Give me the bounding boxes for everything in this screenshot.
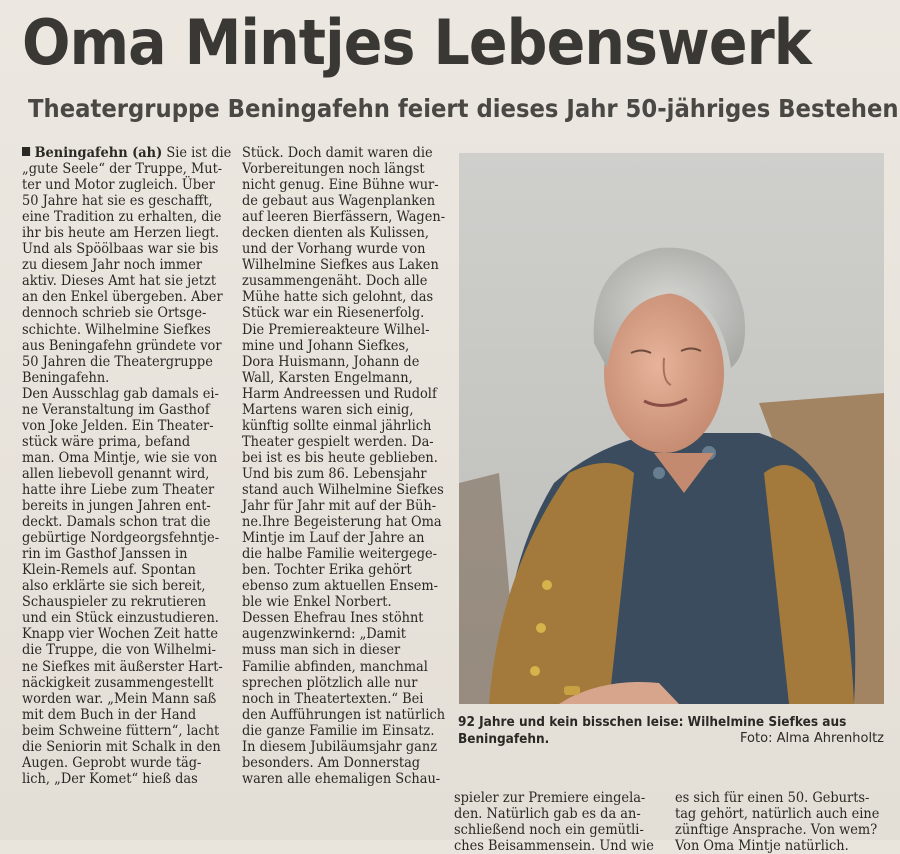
article-line: muss man sich in dieser [242, 642, 401, 659]
article-column-3 [454, 790, 666, 854]
article-line: und der Vorhang wurde von [242, 241, 426, 258]
portrait-photo-image [459, 153, 884, 704]
article-line: also erklärte sie sich bereit, [22, 578, 206, 595]
article-line: „gute Seele“ der Truppe, Mut- [22, 161, 223, 178]
article-line: Vorbereitungen noch längst [242, 161, 425, 178]
article-line: nicht genug. Eine Bühne wur- [242, 177, 439, 194]
article-line: lich, „Der Komet“ hieß das [22, 770, 198, 787]
article-line: Knapp vier Wochen Zeit hatte [22, 626, 219, 643]
article-line: mit dem Buch in der Hand [22, 706, 197, 723]
article-line: zünftige Ansprache. Von wem? [675, 822, 878, 839]
article-line: Theater gespielt werden. Da- [242, 433, 434, 450]
article-line: aus Beningafehn gründete vor [22, 337, 222, 354]
article-line: Martens waren sich einig, [242, 401, 414, 418]
article-line: ne Siefkes mit äußerster Hart- [22, 658, 223, 675]
article-line: stück wäre prima, befand [22, 433, 191, 450]
article-line: gebürtige Nordgeorgsfehntje- [22, 530, 220, 547]
article-line: Den Ausschlag gab damals ei- [22, 385, 219, 402]
photo-caption-line-1: 92 Jahre und kein bisschen leise: Wilhelmine Siefkes aus [458, 714, 847, 730]
article-line: den. Natürlich gab es da an- [454, 806, 641, 823]
article-line: auf leeren Bierfässern, Wagen- [242, 209, 446, 226]
article-line: die Truppe, die von Wilhelmi- [22, 642, 216, 659]
article-line: worden war. „Mein Mann saß [22, 690, 217, 707]
article-line: zusammengenäht. Doch alle [242, 273, 428, 290]
article-line: die Seniorin mit Schalk in den [22, 738, 221, 755]
article-line: näckigkeit zusammengestellt [22, 674, 214, 691]
article-line: künftig sollte einmal jährlich [242, 417, 432, 434]
article-line: die ganze Familie im Einsatz. [242, 722, 435, 739]
article-line: 50 Jahre hat sie es geschafft, [22, 193, 213, 210]
article-line: Stück war ein Riesenerfolg. [242, 305, 425, 322]
article-line: Die Premiereakteure Wilhel- [242, 321, 430, 338]
article-line: man. Oma Mintje, wie sie von [22, 449, 218, 466]
article-line: Wall, Karsten Engelmann, [242, 369, 413, 386]
article-line: schichte. Wilhelmine Siefkes [22, 321, 211, 338]
article-line: noch in Theatertexten.“ Bei [242, 690, 424, 707]
article-line: Beningafehn (ah) Sie ist die [22, 145, 213, 161]
article-line: den Aufführungen ist natürlich [242, 706, 446, 723]
article-line: ter und Motor zugleich. Über [22, 177, 215, 194]
article-line: es sich für einen 50. Geburts- [675, 790, 870, 806]
article-column-1 [22, 145, 234, 787]
article-line: Jahr für Jahr mit auf der Büh- [242, 498, 437, 515]
article-line: hatte ihre Liebe zum Theater [22, 481, 215, 498]
article-line: tag gehört, natürlich auch eine [675, 806, 880, 823]
article-line: Schauspieler zu rekrutieren [22, 594, 207, 611]
article-line: ben. Tochter Erika gehört [242, 562, 412, 579]
dateline-square-icon [22, 147, 30, 156]
article-line: Beningafehn. [22, 369, 110, 386]
article-line: ches Beisammensein. Und wie [454, 838, 654, 854]
dateline: Beningafehn (ah) [34, 144, 163, 161]
article-line: Wilhelmine Siefkes aus Laken [242, 257, 439, 274]
article-line: sprechen plötzlich alle nur [242, 674, 418, 691]
article-line: aktiv. Dieses Amt hat sie jetzt [22, 273, 217, 290]
article-line: Familie abfinden, manchmal [242, 658, 428, 675]
article-line: Von Oma Mintje natürlich. [675, 838, 849, 854]
article-line: zu diesem Jahr noch immer [22, 257, 203, 274]
article-line: ne Veranstaltung im Gasthof [22, 401, 210, 418]
article-line: ebenso zum aktuellen Ensem- [242, 578, 439, 595]
article-line: ble wie Enkel Norbert. [242, 594, 392, 611]
article-line: ihr bis heute am Herzen liegt. [22, 225, 220, 242]
article-line: und ein Stück einzustudieren. [22, 610, 219, 627]
headline: Oma Mintjes Lebenswerk [22, 6, 811, 79]
article-line: Klein-Remels auf. Spontan [22, 562, 196, 579]
photo-caption-line-2: Beningafehn. [458, 731, 550, 747]
article-line: stand auch Wilhelmine Siefkes [242, 481, 444, 498]
portrait-photo [459, 153, 884, 704]
article-line: rin im Gasthof Janssen in [22, 546, 188, 563]
article-line: an den Enkel übergeben. Aber [22, 289, 223, 306]
photo-credit: Foto: Alma Ahrenholtz [740, 731, 884, 746]
article-line: eine Tradition zu erhalten, die [22, 209, 222, 226]
article-line: mine und Johann Siefkes, [242, 337, 410, 354]
article-line: Harm Andreessen und Rudolf [242, 385, 437, 402]
article-line: augenzwinkernd: „Damit [242, 626, 407, 643]
article-line: besonders. Am Donnerstag [242, 754, 421, 771]
article-line: Dora Huismann, Johann de [242, 353, 420, 370]
article-line: Dessen Ehefrau Ines stöhnt [242, 610, 424, 627]
article-line: de gebaut aus Wagenplanken [242, 193, 436, 210]
article-line: die halbe Familie weitergege- [242, 546, 438, 563]
article-column-2 [242, 145, 454, 787]
article-column-4 [675, 790, 887, 854]
article-line: ne.Ihre Begeisterung hat Oma [242, 514, 442, 531]
article-line: 50 Jahren die Theatergruppe [22, 353, 213, 370]
article-line: bereits in jungen Jahren ent- [22, 498, 211, 515]
article-line: decken dienten als Kulissen, [242, 225, 430, 242]
article-line: allen liebevoll genannt wird, [22, 465, 210, 482]
article-line: deckt. Damals schon trat die [22, 514, 211, 531]
article-line: Und als Spöölbaas war sie bis [22, 241, 219, 258]
article-line: dennoch schrieb sie Ortsge- [22, 305, 207, 322]
article-line: In diesem Jubiläumsjahr ganz [242, 738, 438, 755]
article-line: spieler zur Premiere eingela- [454, 790, 646, 806]
article-line: Mintje im Lauf der Jahre an [242, 530, 425, 547]
article-line: waren alle ehemaligen Schau- [242, 770, 441, 787]
article-line: beim Schweine füttern“, lacht [22, 722, 220, 739]
article-line: von Joke Jelden. Ein Theater- [22, 417, 214, 434]
article-line: bei ist es bis heute geblieben. [242, 449, 438, 466]
article-line: Stück. Doch damit waren die [242, 145, 433, 161]
article-line: schließend noch ein gemütli- [454, 822, 644, 839]
article-line: Augen. Geprobt wurde täg- [22, 754, 202, 771]
subheadline: Theatergruppe Beningafehn feiert dieses Jahr 50-jähriges Bestehen [28, 94, 899, 123]
article-line: Und bis zum 86. Lebensjahr [242, 465, 427, 482]
article-line: Mühe hatte sich gelohnt, das [242, 289, 434, 306]
